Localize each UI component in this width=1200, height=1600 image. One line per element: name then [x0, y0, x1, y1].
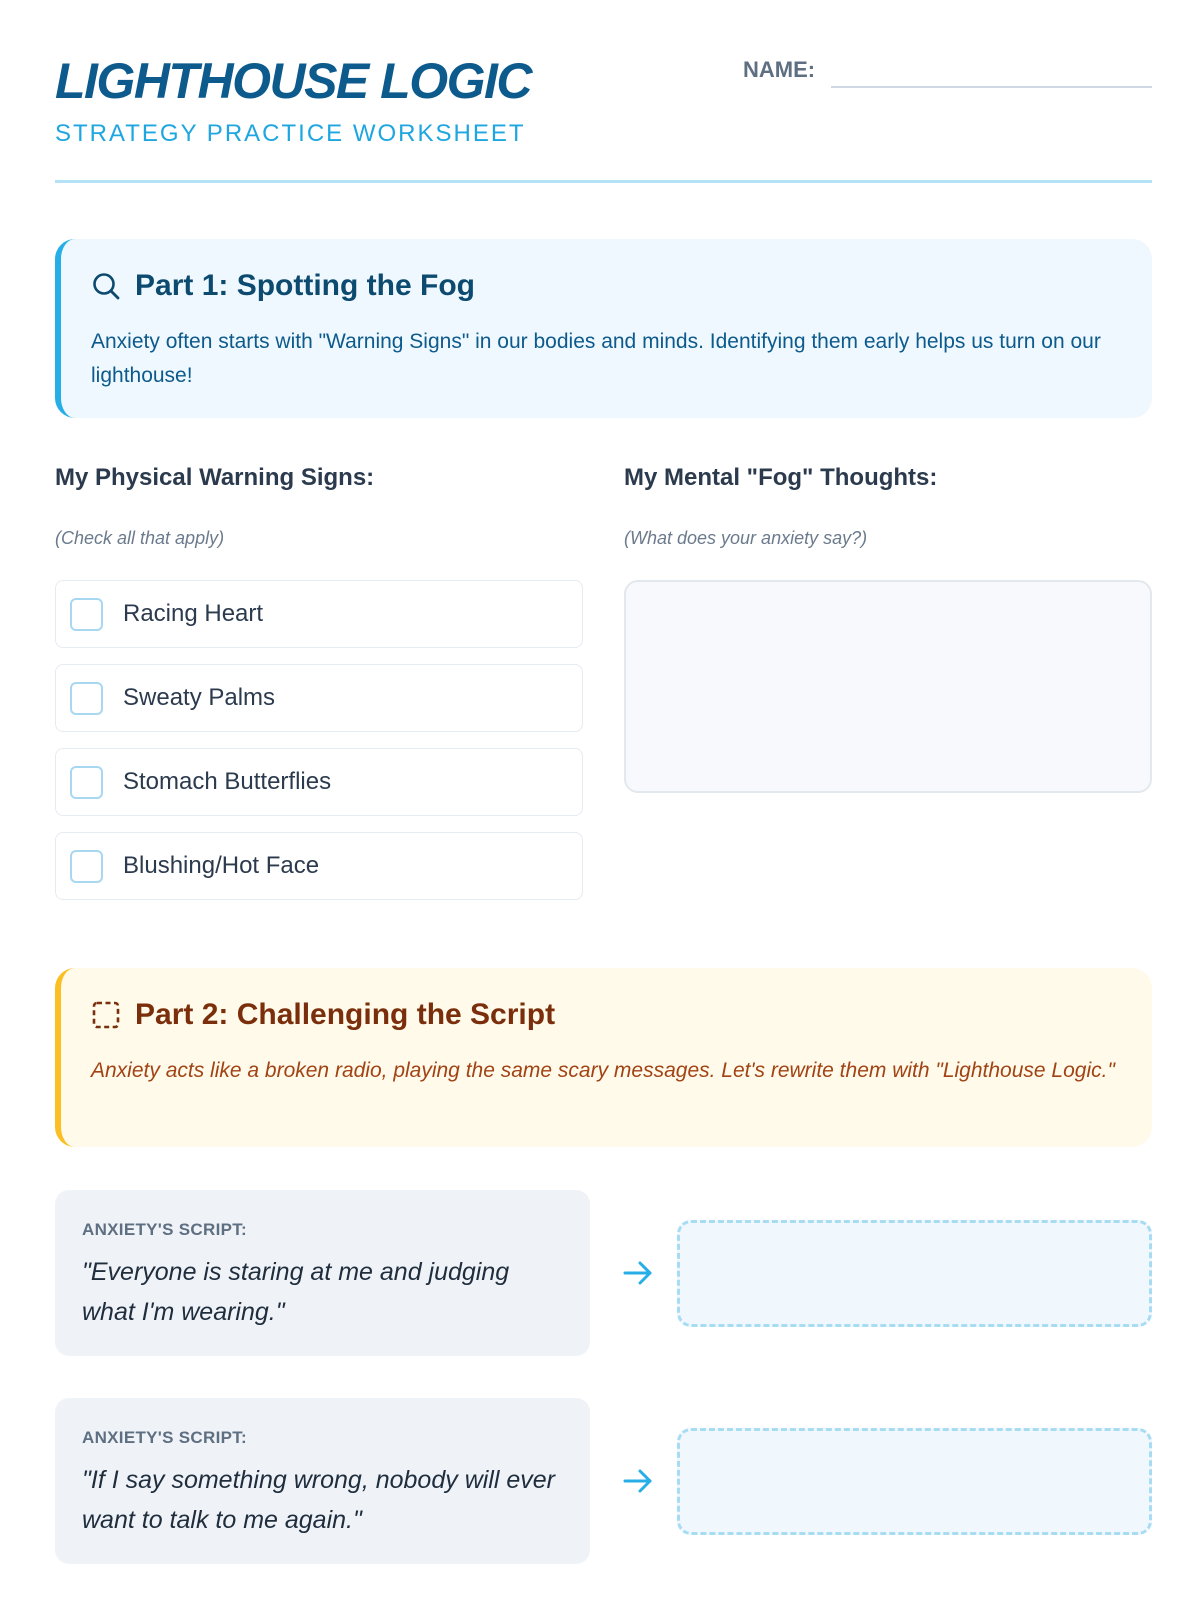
anxiety-script-card	[55, 1398, 590, 1564]
checklist-item[interactable]	[55, 580, 583, 648]
checkbox[interactable]	[70, 682, 103, 715]
logic-response-input[interactable]	[677, 1220, 1152, 1327]
script-text: "Everyone is staring at me and judging what I'm wearing."	[82, 1258, 510, 1326]
checklist-label: Sweaty Palms	[123, 684, 276, 711]
script-label: ANXIETY'S SCRIPT:	[82, 1428, 247, 1447]
part1-description: Anxiety often starts with "Warning Signs" in our bodies and minds. Identifying them early helps us turn on our lighthouse!	[91, 330, 1101, 387]
part2-callout	[55, 968, 1152, 1147]
checkbox[interactable]	[70, 850, 103, 883]
part1-header	[91, 269, 475, 303]
search-icon	[91, 271, 121, 301]
part1-title: Part 1: Spotting the Fog	[135, 269, 475, 302]
script-text: "If I say something wrong, nobody will ever want to talk to me again."	[82, 1466, 555, 1534]
checkbox[interactable]	[70, 598, 103, 631]
checkbox[interactable]	[70, 766, 103, 799]
header-divider	[55, 180, 1152, 183]
arrow-right-icon	[621, 1256, 655, 1290]
worksheet-subtitle: STRATEGY PRACTICE WORKSHEET	[55, 120, 526, 147]
physical-signs-note: (Check all that apply)	[55, 528, 225, 548]
anxiety-script-card	[55, 1190, 590, 1356]
checklist-label: Blushing/Hot Face	[123, 852, 320, 879]
dashed-square-icon	[91, 1000, 121, 1030]
worksheet-title: LIGHTHOUSE LOGIC	[55, 53, 531, 109]
mental-thoughts-heading: My Mental "Fog" Thoughts:	[624, 464, 938, 491]
name-label: NAME:	[743, 57, 816, 82]
mental-thoughts-note: (What does your anxiety say?)	[624, 528, 868, 548]
checklist-label: Stomach Butterflies	[123, 768, 332, 795]
part2-title: Part 2: Challenging the Script	[135, 998, 556, 1031]
logic-response-input[interactable]	[677, 1428, 1152, 1535]
part2-description: Anxiety acts like a broken radio, playing the same scary messages. Let's rewrite them with "Lighthouse Logic."	[91, 1059, 1115, 1082]
part2-header	[91, 998, 555, 1032]
worksheet-page	[55, 0, 1152, 1600]
arrow-right-icon	[621, 1464, 655, 1498]
checklist-item[interactable]	[55, 664, 583, 732]
script-label: ANXIETY'S SCRIPT:	[82, 1220, 247, 1239]
checklist-item[interactable]	[55, 748, 583, 816]
physical-signs-heading: My Physical Warning Signs:	[55, 464, 375, 491]
mental-thoughts-input[interactable]	[624, 580, 1152, 793]
checklist-label: Racing Heart	[123, 600, 264, 627]
name-field[interactable]	[831, 86, 1152, 88]
checklist-item[interactable]	[55, 832, 583, 900]
part1-callout	[55, 239, 1152, 418]
